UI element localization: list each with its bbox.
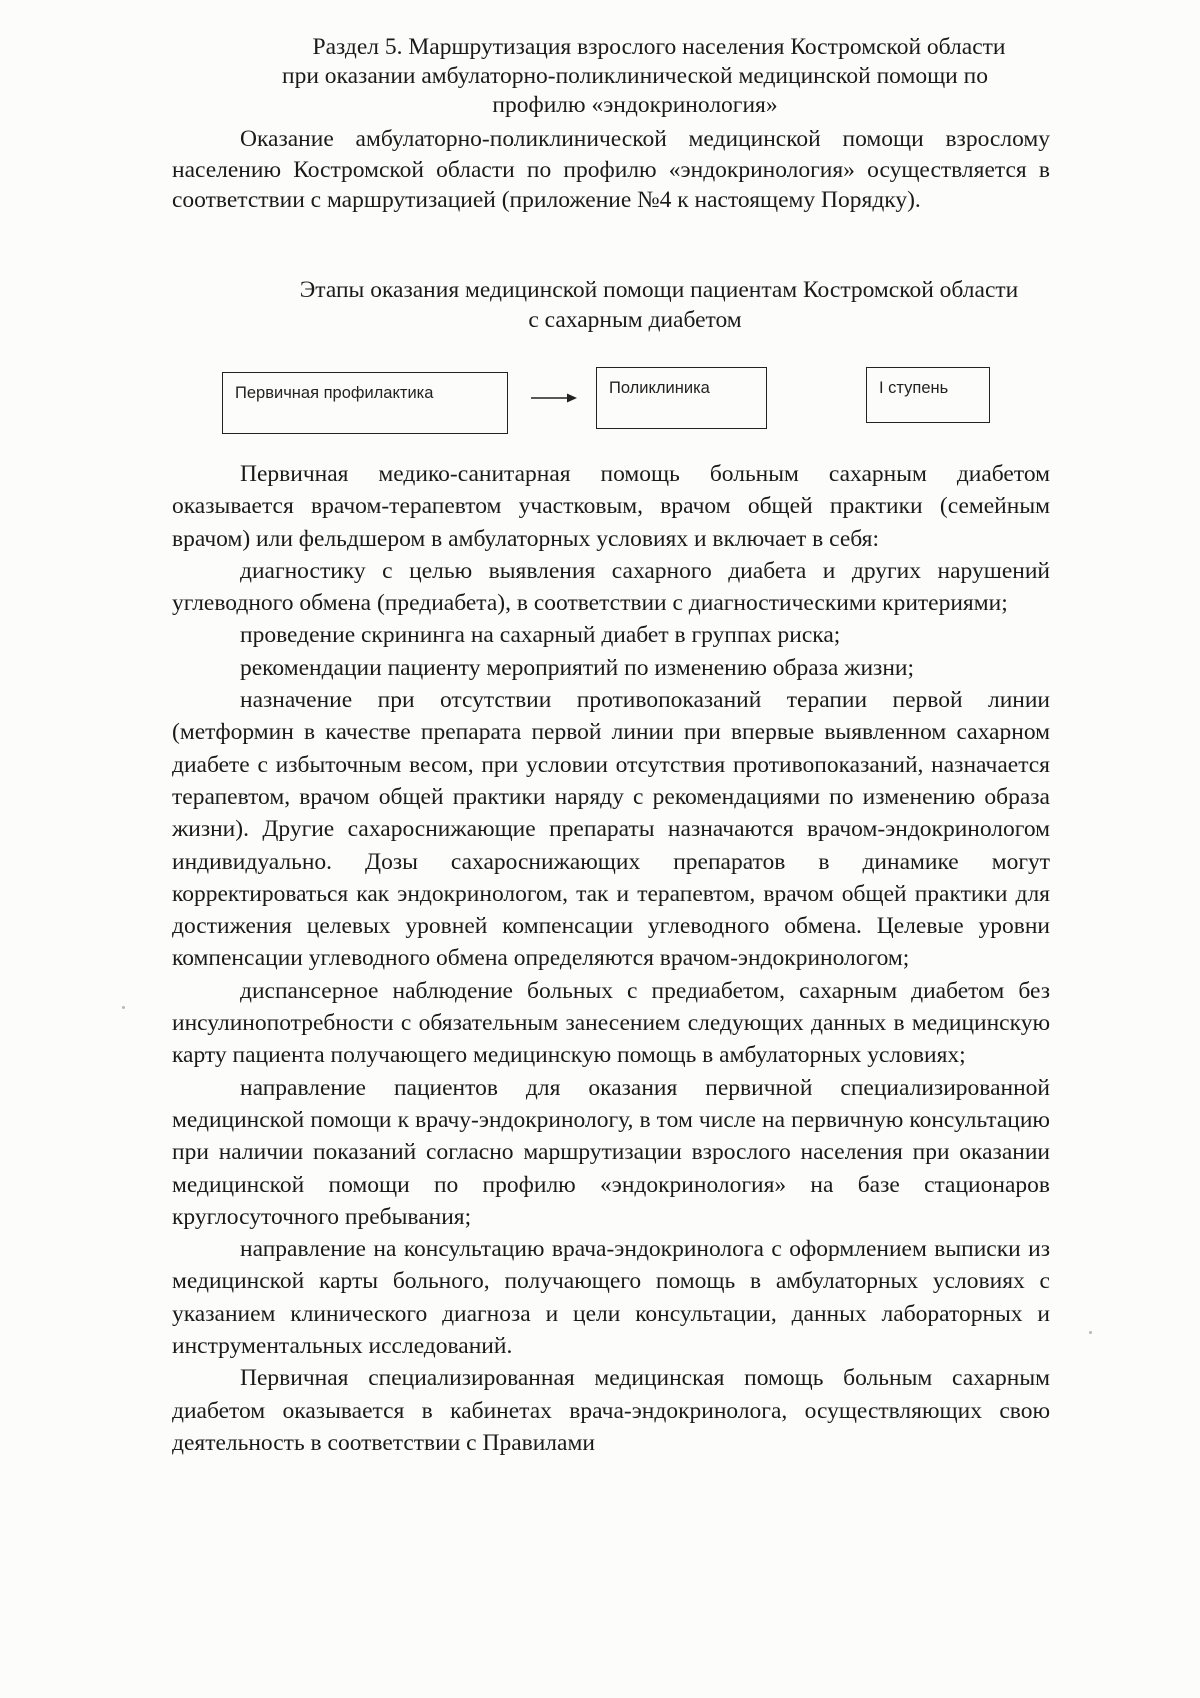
body-paragraph: Первичная медико-санитарная помощь больным сахарным диабетом оказывается врачом-терапевтом участковым, врачом общей практики (семейным врачом) или фельдшером в амбулаторных условиях и включает в себя:: [172, 461, 1050, 552]
stages-title: [200, 275, 1070, 335]
flow-arrow-icon: [531, 391, 577, 405]
intro-paragraph: Оказание амбулаторно-поликлинической медицинской помощи взрослому населению Костромской области по профилю «эндокринология» осуществляется в соответствии с маршрутизацией (приложение №4 к настоящему Порядку).: [172, 126, 1050, 213]
flow-box-label: I ступень: [879, 379, 949, 397]
stages-title-line-2: с сахарным диабетом: [528, 307, 742, 333]
flow-box-label: Первичная профилактика: [235, 384, 434, 402]
list-item: направление на консультацию врача-эндокринолога с оформлением выписки из медицинской карты больного, получающего помощь в амбулаторных условиях с указанием клинического диагноза и цели консультации, данных лабораторных и инструментальных исследований.: [172, 1236, 1050, 1360]
scan-speck: [1089, 1331, 1092, 1334]
list-item: направление пациентов для оказания первичной специализированной медицинской помощи к врачу-эндокринологу, в том числе на первичную консультацию при наличии показаний согласно маршрутизации взрослого населения при оказании медицинской помощи по профилю «эндокринология» на базе стационаров круглосуточного пребывания;: [172, 1074, 1050, 1230]
body-text: [172, 458, 1050, 1459]
section-heading-line-2: при оказании амбулаторно-поликлинической медицинской помощи по: [282, 63, 988, 89]
scan-speck: [122, 1006, 125, 1009]
list-item: рекомендации пациенту мероприятий по изменению образа жизни;: [240, 654, 915, 681]
list-item: диспансерное наблюдение больных с предиабетом, сахарным диабетом без инсулинопотребности с обязательным занесением следующих данных в медицинскую карту пациента получающего медицинскую помощь в амбулаторных условиях;: [172, 977, 1050, 1069]
list-item: диагностику с целью выявления сахарного диабета и других нарушений углеводного обмена (предиабета), в соответствии с диагностическими критериями;: [172, 557, 1050, 617]
flow-box-primary-prevention: [222, 372, 508, 434]
section-heading-line-3: профилю «эндокринология»: [492, 92, 778, 118]
flow-box-polyclinic: [596, 367, 767, 429]
flow-box-label: Поликлиника: [609, 379, 710, 397]
flow-box-stage-one: [866, 367, 990, 423]
section-heading-line-1: Раздел 5. Маршрутизация взрослого населения Костромской области: [312, 34, 1006, 60]
intro-paragraph-block: [172, 124, 1050, 216]
body-paragraph: Первичная специализированная медицинская помощь больным сахарным диабетом оказывается в кабинетах врача-эндокринолога, осуществляющих свою деятельность в соответствии с Правилами: [172, 1365, 1050, 1456]
list-item: назначение при отсутствии противопоказаний терапии первой линии (метформин в качестве препарата первой линии при впервые выявленном сахарном диабете с избыточным весом, при условии отсутствия противопоказаний, назначается терапевтом, врачом общей практики наряду с рекомендациями по изменению образа жизни). Другие сахароснижающие препараты назначаются врачом-эндокринологом индивидуально. Дозы сахароснижающих препаратов в динамике могут корректироваться как эндокринологом, так и терапевтом, врачом общей практики для достижения целевых уровней компенсации углеводного обмена. Целевые уровни компенсации углеводного обмена определяются врачом-эндокринологом;: [172, 687, 1050, 972]
stages-title-line-1: Этапы оказания медицинской помощи пациентам Костромской области: [299, 277, 1019, 303]
list-item: проведение скрининга на сахарный диабет в группах риска;: [240, 622, 841, 649]
section-heading: [200, 33, 1070, 120]
